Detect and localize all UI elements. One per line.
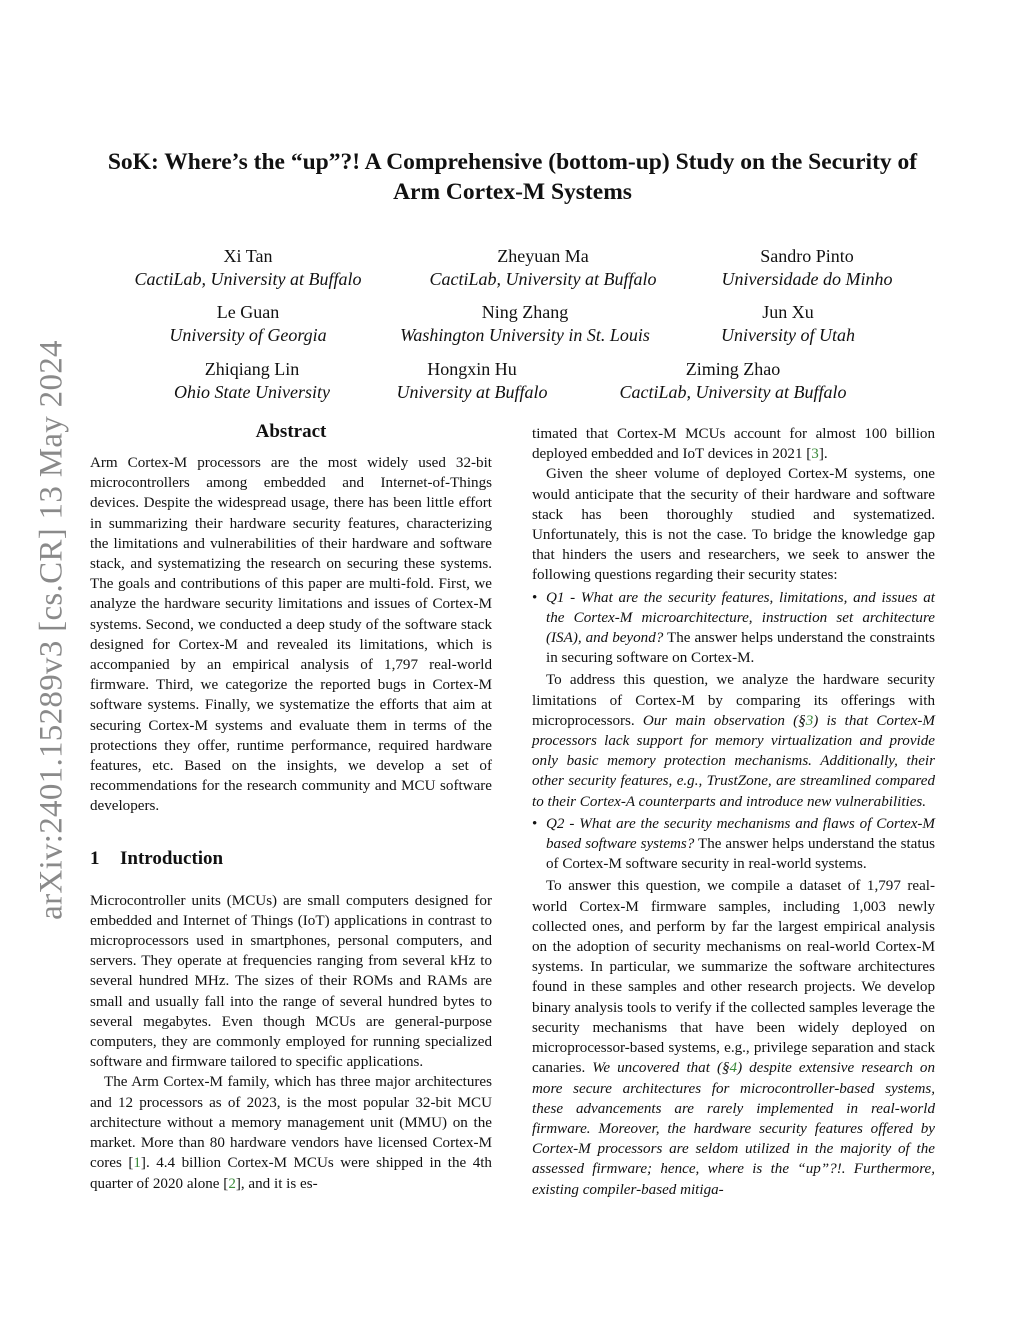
right-paragraph-1 [532, 424, 935, 464]
citation-link[interactable]: 3 [811, 446, 819, 463]
text-span: timated that Cortex-M MCUs account for almost 100 billion deployed embedded and IoT devices in 2021 [ [532, 426, 935, 463]
citation-link[interactable]: 2 [228, 1175, 236, 1192]
author-affiliation: University at Buffalo [396, 382, 548, 402]
right-paragraph-4 [532, 876, 935, 1199]
author-affiliation: CactiLab, University at Buffalo [134, 269, 362, 289]
author-affiliation: Universidade do Minho [721, 269, 893, 289]
section-link[interactable]: 3 [805, 712, 814, 729]
section-title: Introduction [120, 847, 224, 869]
title-line-1: SoK: Where’s the “up”?! A Comprehensive (bottom-up) Study on the Security of [107, 149, 918, 175]
section-number: 1 [90, 847, 100, 869]
author-name: Ziming Zhao [685, 359, 781, 379]
intro-paragraph-2 [90, 1072, 492, 1193]
author-affiliation: CactiLab, University at Buffalo [429, 269, 657, 289]
italic-span: ) is that Cortex-M processors lack support for memory virtualization and provide only basic memory protection mechanisms. Additionally, their other security features, e.g., TrustZone, are streamlined compared to their Cortex-A counterparts and introduce new vulnerabilities. [532, 712, 935, 810]
section-heading-introduction [90, 847, 492, 871]
right-paragraph-3 [532, 670, 935, 811]
text-span: ], and it is es- [235, 1175, 318, 1192]
question-1-bullet [532, 588, 935, 669]
intro-paragraph-1: Microcontroller units (MCUs) are small computers designed for embedded and Internet of Things (IoT) applications in contrast to microprocessors used in smartphones, personal computers, and servers. They operate at frequencies ranging from several kHz to several hundred MHz. The sizes of their ROMs and RAMs are small and usually fall into the range of several hundred bytes to several megabytes. Even though MCUs are general-purpose computers, they are commonly employed for running specialized software and firmware tailored to specific applications. [90, 892, 492, 1071]
italic-span: We uncovered that (§ [592, 1060, 730, 1077]
title-line-2: Arm Cortex-M Systems [393, 179, 632, 205]
abstract-text: Arm Cortex-M processors are the most widely used 32-bit microcontrollers among embedded and Internet-of-Things devices. Despite the widespread usage, there has been little effort in summarizing their hardware security features, characterizing the limitations and vulnerabilities of their hardware and software stack, and systematizing the research on securing these systems. The goals and contributions of this paper are multi-fold. First, we analyze the hardware security limitations and issues of Cortex-M systems. Second, we conducted a deep study of the software stack designed for Cortex-M and revealed its limitations, which is accompanied by an empirical analysis of 1,797 real-world firmware. Third, we categorize the reported bugs in Cortex-M software systems. Finally, we systematize the efforts that aim at securing Cortex-M systems and evaluate them in terms of the protections they offer, runtime performance, required hardware features, etc. Based on the insights, we develop a set of recommendations for the research community and MCU software developers. [90, 455, 492, 815]
left-column [90, 420, 492, 1194]
text-span: The answer helps understand the constraints in securing software on Cortex-M. [546, 630, 935, 667]
author-block [88, 301, 408, 347]
text-span: ]. [818, 446, 828, 463]
author-name: Jun Xu [762, 302, 814, 322]
section-link[interactable]: 4 [729, 1060, 738, 1077]
bullet-text [546, 588, 935, 669]
author-name: Ning Zhang [481, 302, 569, 322]
bullet-text [546, 814, 935, 875]
author-affiliation: University of Georgia [169, 325, 327, 345]
author-block [647, 245, 967, 291]
right-paragraph-2: Given the sheer volume of deployed Cortex-M systems, one would anticipate that the security of their hardware and software stack has been thoroughly studied and systematized. Unfortunately, this is not the case. To bridge the knowledge gap that hinders the users and researchers, we seek to answer the following questions regarding their security states: [532, 466, 935, 584]
author-name: Zheyuan Ma [497, 246, 589, 266]
italic-span: ) despite extensive research on more secure architectures for microcontroller-based systems, these advancements are rarely implemented in real-world firmware. Moreover, the hardware security features offered by Cortex-M processors are seldom utilized in the majority of the assessed firmware; hence, where is the “up”?!. Furthermore, existing compiler-based mitiga- [532, 1060, 935, 1198]
question-text: Q2 - What are the security mechanisms and flaws of Cortex-M based software systems? [546, 815, 935, 853]
author-affiliation: Ohio State University [174, 382, 330, 402]
bullet-dot: • [532, 589, 538, 606]
bullet-dot: • [532, 815, 538, 832]
question-2-bullet [532, 814, 935, 875]
abstract-heading: Abstract [255, 421, 327, 442]
author-name: Le Guan [216, 302, 280, 322]
text-span: To address this question, we analyze the hardware security limitations of Cortex-M by comparing its offerings with microprocessors. [532, 672, 935, 729]
author-name: Hongxin Hu [427, 359, 517, 379]
author-name: Zhiqiang Lin [204, 359, 300, 379]
text-span: To answer this question, we compile a dataset of 1,797 real-world Cortex-M firmware samples, including 1,003 newly collected ones, and perform by far the largest empirical analysis on the adoption of security mechanisms on real-world Cortex-M systems. In particular, we summarize the software architectures found in these samples and other research projects. We develop binary analysis tools to verify if the collected samples leverage the security mechanisms that have been widely deployed on microprocessor-based systems, e.g., privilege separation and stack canaries. [532, 878, 935, 1077]
author-affiliation: Washington University in St. Louis [400, 325, 650, 345]
author-block [628, 301, 948, 347]
text-span: The Arm Cortex-M family, which has three major architectures and 12 processors as of 2023, is the most popular 32-bit MCU architecture without a memory management unit (MMU) on the market. More than 80 hardware vendors have licensed Cortex-M cores [ [90, 1074, 492, 1172]
author-name: Sandro Pinto [760, 246, 854, 266]
question-text: Q1 - What are the security features, limitations, and issues at the Cortex-M microarchitecture, instruction set architecture (ISA), and beyond? [546, 589, 935, 647]
right-column [532, 424, 935, 1200]
author-affiliation: CactiLab, University at Buffalo [619, 382, 847, 402]
paper-title [70, 147, 955, 207]
citation-link[interactable]: 1 [133, 1155, 141, 1172]
author-block [573, 358, 893, 404]
author-name: Xi Tan [223, 246, 273, 266]
text-span: The answer helps understand the status of Cortex-M software security in real-world systems. [546, 836, 935, 873]
author-block [88, 245, 408, 291]
text-span: ]. 4.4 billion Cortex-M MCUs were shipped in the 4th quarter of 2020 alone [ [90, 1155, 492, 1192]
arxiv-identifier: arXiv:2401.15289v3 [cs.CR] 13 May 2024 [33, 340, 70, 920]
italic-span: Our main observation (§ [642, 712, 806, 729]
author-affiliation: University of Utah [721, 325, 855, 345]
